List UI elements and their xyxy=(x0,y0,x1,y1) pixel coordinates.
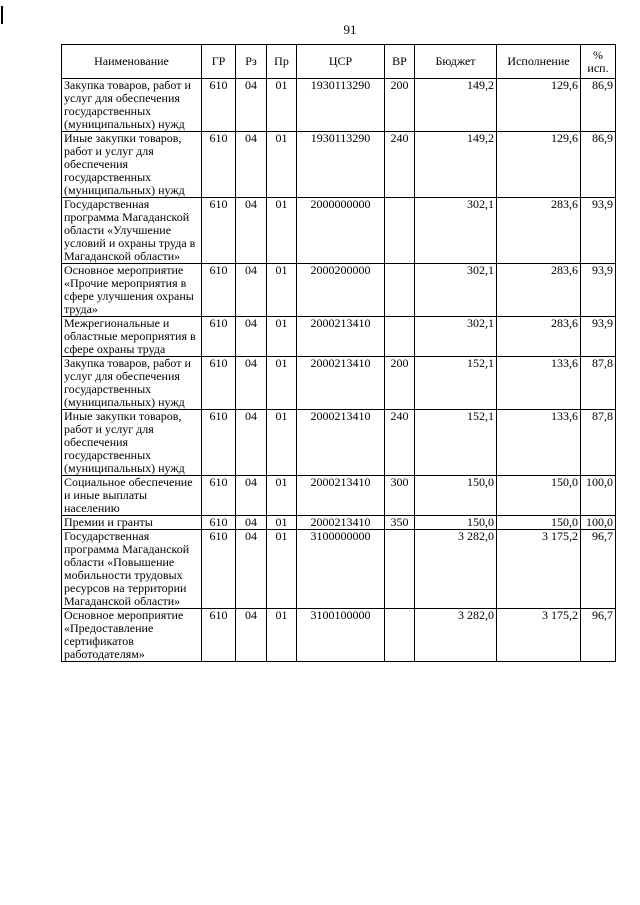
cell-rz: 04 xyxy=(236,410,267,476)
cell-rz: 04 xyxy=(236,79,267,132)
cell-pr: 01 xyxy=(267,79,297,132)
header-rz: Рз xyxy=(236,45,267,79)
cell-gr: 610 xyxy=(202,530,236,609)
cell-budget: 149,2 xyxy=(415,132,497,198)
table-row xyxy=(62,132,616,198)
cell-name: Закупка товаров, работ и услуг для обеспечения государственных (муниципальных) нужд xyxy=(62,79,202,132)
table-row xyxy=(62,476,616,516)
cell-name: Государственная программа Магаданской области «Улучшение условий и охраны труда в Магаданской области» xyxy=(62,198,202,264)
cell-rz: 04 xyxy=(236,317,267,357)
cell-budget: 3 282,0 xyxy=(415,609,497,662)
header-gr: ГР xyxy=(202,45,236,79)
cell-budget: 152,1 xyxy=(415,410,497,476)
cell-percent: 93,9 xyxy=(581,198,616,264)
cell-gr: 610 xyxy=(202,317,236,357)
cell-vr: 300 xyxy=(385,476,415,516)
table-row xyxy=(62,79,616,132)
cell-pr: 01 xyxy=(267,198,297,264)
cell-gr: 610 xyxy=(202,132,236,198)
cell-percent: 87,8 xyxy=(581,410,616,476)
cell-budget: 3 282,0 xyxy=(415,530,497,609)
cell-gr: 610 xyxy=(202,79,236,132)
cell-csr: 2000213410 xyxy=(297,317,385,357)
header-pr: Пр xyxy=(267,45,297,79)
cell-rz: 04 xyxy=(236,516,267,530)
cell-vr xyxy=(385,264,415,317)
cell-csr: 3100000000 xyxy=(297,530,385,609)
cell-csr: 2000213410 xyxy=(297,410,385,476)
cell-gr: 610 xyxy=(202,609,236,662)
cell-vr xyxy=(385,198,415,264)
cell-vr: 350 xyxy=(385,516,415,530)
cell-pr: 01 xyxy=(267,516,297,530)
cell-execution: 3 175,2 xyxy=(497,530,581,609)
cell-csr: 2000213410 xyxy=(297,357,385,410)
cell-execution: 150,0 xyxy=(497,516,581,530)
cell-rz: 04 xyxy=(236,198,267,264)
cell-csr: 2000213410 xyxy=(297,476,385,516)
cell-execution: 133,6 xyxy=(497,357,581,410)
cell-vr: 200 xyxy=(385,357,415,410)
header-name: Наименование xyxy=(62,45,202,79)
cell-vr: 240 xyxy=(385,410,415,476)
cell-percent: 86,9 xyxy=(581,79,616,132)
cell-gr: 610 xyxy=(202,357,236,410)
cell-name: Социальное обеспечение и иные выплаты населению xyxy=(62,476,202,516)
cell-rz: 04 xyxy=(236,264,267,317)
cell-rz: 04 xyxy=(236,132,267,198)
cell-csr: 2000213410 xyxy=(297,516,385,530)
table-header-row xyxy=(62,45,616,79)
cell-execution: 283,6 xyxy=(497,264,581,317)
header-percent: % исп. xyxy=(581,45,616,79)
cell-pr: 01 xyxy=(267,317,297,357)
table-row xyxy=(62,264,616,317)
cell-vr xyxy=(385,609,415,662)
cell-rz: 04 xyxy=(236,476,267,516)
cell-percent: 96,7 xyxy=(581,530,616,609)
cell-name: Государственная программа Магаданской области «Повышение мобильности трудовых ресурсов на территории Магаданской области» xyxy=(62,530,202,609)
cell-execution: 133,6 xyxy=(497,410,581,476)
cell-percent: 96,7 xyxy=(581,609,616,662)
cell-budget: 152,1 xyxy=(415,357,497,410)
cell-csr: 2000200000 xyxy=(297,264,385,317)
header-execution: Исполнение xyxy=(497,45,581,79)
cell-budget: 302,1 xyxy=(415,198,497,264)
page-number: 91 xyxy=(343,22,357,37)
cell-pr: 01 xyxy=(267,264,297,317)
cell-vr: 240 xyxy=(385,132,415,198)
cell-execution: 129,6 xyxy=(497,132,581,198)
table-row xyxy=(62,530,616,609)
cell-name: Межрегиональные и областные мероприятия в сфере охраны труда xyxy=(62,317,202,357)
cell-execution: 150,0 xyxy=(497,476,581,516)
table-row xyxy=(62,198,616,264)
cell-pr: 01 xyxy=(267,132,297,198)
cell-gr: 610 xyxy=(202,516,236,530)
cell-percent: 86,9 xyxy=(581,132,616,198)
table-row xyxy=(62,609,616,662)
cell-percent: 87,8 xyxy=(581,357,616,410)
cell-execution: 283,6 xyxy=(497,317,581,357)
cell-csr: 3100100000 xyxy=(297,609,385,662)
cell-gr: 610 xyxy=(202,410,236,476)
cell-percent: 100,0 xyxy=(581,516,616,530)
cell-budget: 150,0 xyxy=(415,476,497,516)
cell-csr: 1930113290 xyxy=(297,132,385,198)
cell-pr: 01 xyxy=(267,357,297,410)
cell-gr: 610 xyxy=(202,198,236,264)
cell-name: Основное мероприятие «Предоставление сертификатов работодателям» xyxy=(62,609,202,662)
cell-pr: 01 xyxy=(267,410,297,476)
header-budget: Бюджет xyxy=(415,45,497,79)
cell-pr: 01 xyxy=(267,530,297,609)
cell-budget: 302,1 xyxy=(415,317,497,357)
cell-vr: 200 xyxy=(385,79,415,132)
header-csr: ЦСР xyxy=(297,45,385,79)
cell-budget: 149,2 xyxy=(415,79,497,132)
cell-rz: 04 xyxy=(236,530,267,609)
table-row xyxy=(62,357,616,410)
cell-gr: 610 xyxy=(202,476,236,516)
cell-execution: 129,6 xyxy=(497,79,581,132)
cell-vr xyxy=(385,317,415,357)
cell-percent: 93,9 xyxy=(581,317,616,357)
cell-name: Основное мероприятие «Прочие мероприятия в сфере улучшения охраны труда» xyxy=(62,264,202,317)
cell-rz: 04 xyxy=(236,357,267,410)
cell-percent: 100,0 xyxy=(581,476,616,516)
cell-name: Премии и гранты xyxy=(62,516,202,530)
cell-csr: 2000000000 xyxy=(297,198,385,264)
budget-execution-table xyxy=(61,44,616,662)
table-row xyxy=(62,516,616,530)
cell-execution: 283,6 xyxy=(497,198,581,264)
cell-budget: 150,0 xyxy=(415,516,497,530)
cell-name: Иные закупки товаров, работ и услуг для обеспечения государственных (муниципальных) нужд xyxy=(62,410,202,476)
header-vr: ВР xyxy=(385,45,415,79)
table-row xyxy=(62,410,616,476)
cell-rz: 04 xyxy=(236,609,267,662)
cell-csr: 1930113290 xyxy=(297,79,385,132)
cell-name: Закупка товаров, работ и услуг для обеспечения государственных (муниципальных) нужд xyxy=(62,357,202,410)
table-body xyxy=(62,79,616,662)
cell-gr: 610 xyxy=(202,264,236,317)
cell-vr xyxy=(385,530,415,609)
cell-name: Иные закупки товаров, работ и услуг для обеспечения государственных (муниципальных) нужд xyxy=(62,132,202,198)
cell-percent: 93,9 xyxy=(581,264,616,317)
cell-pr: 01 xyxy=(267,476,297,516)
table-row xyxy=(62,317,616,357)
cell-budget: 302,1 xyxy=(415,264,497,317)
cell-pr: 01 xyxy=(267,609,297,662)
cell-execution: 3 175,2 xyxy=(497,609,581,662)
